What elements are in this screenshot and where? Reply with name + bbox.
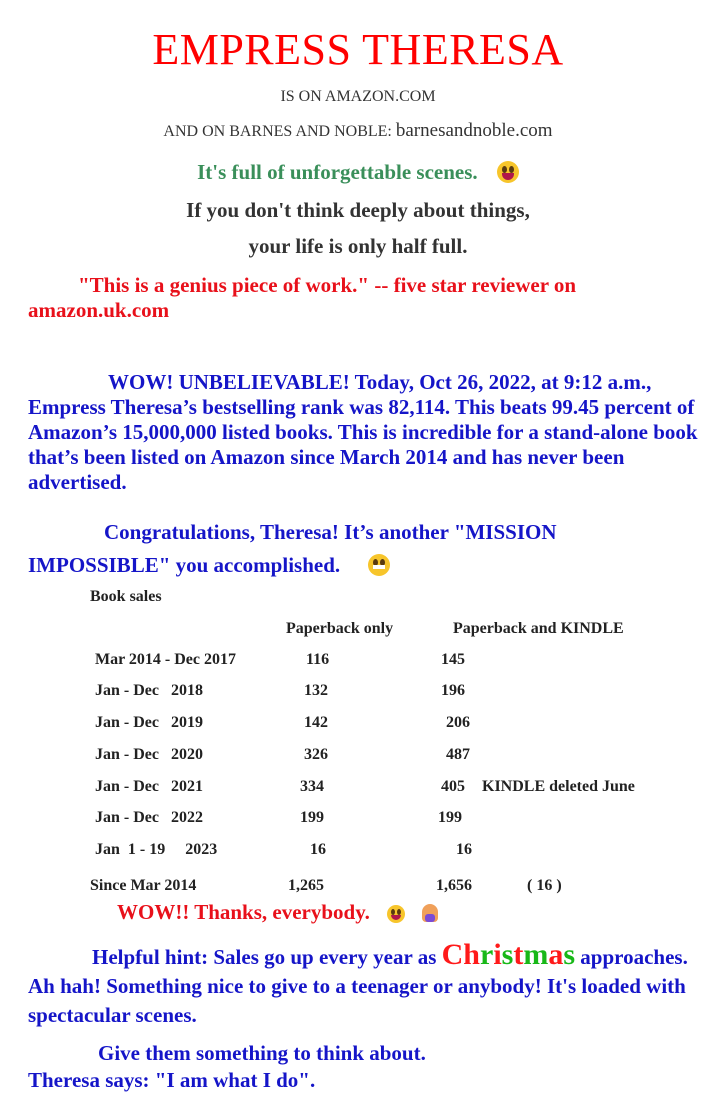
congratulations-line-2-text: IMPOSSIBLE" you accomplished. [28, 553, 341, 577]
tagline-half: your life is only half full. [248, 234, 468, 258]
congratulations-line-2 [28, 549, 708, 582]
row-period: Jan - Dec 2022 [95, 809, 203, 826]
row-paperback: 142 [304, 714, 328, 731]
review-quote [28, 273, 708, 323]
tagline-scenes [0, 160, 716, 185]
col-header-paperback: Paperback only [286, 620, 394, 637]
row-both: 16 [456, 841, 472, 858]
row-period: Jan - Dec 2020 [95, 746, 203, 763]
row-paperback: 334 [300, 778, 324, 795]
rank-announcement [28, 370, 708, 495]
congratulations-line-1 [28, 516, 708, 549]
row-both: 487 [446, 746, 470, 763]
row-period: Mar 2014 - Dec 2017 [95, 651, 236, 668]
row-period: Jan - Dec 2018 [95, 682, 203, 699]
row-paperback: 199 [300, 809, 324, 826]
total-extra: ( 16 ) [527, 877, 562, 894]
col-header-paperback-kindle: Paperback and KINDLE [453, 620, 624, 637]
total-both: 1,656 [436, 877, 472, 894]
row-paperback: 116 [306, 651, 330, 668]
row-note: KINDLE deleted June [482, 778, 635, 795]
thanks-line [117, 900, 438, 925]
christmas-word: Christmas [441, 938, 576, 971]
row-period: Jan - Dec 2019 [95, 714, 203, 731]
total-paperback: 1,265 [288, 877, 324, 894]
review-quote-text: "This is a genius piece of work." -- five star reviewer on amazon.uk.com [28, 273, 577, 322]
row-paperback: 326 [304, 746, 328, 763]
row-both: 196 [441, 682, 465, 699]
closing [28, 1040, 708, 1094]
amazon-line: IS ON AMAZON.COM [280, 88, 436, 105]
row-paperback: 132 [304, 682, 328, 699]
sales-heading: Book sales [90, 588, 162, 605]
hint-prefix: Helpful hint: Sales go up every year as [92, 945, 437, 969]
row-period: Jan 1 - 19 2023 [95, 841, 218, 858]
rank-announcement-text: WOW! UNBELIEVABLE! Today, Oct 26, 2022, at 9:12 a.m., Empress Theresa’s bestselling rank was 82,114. This beats 99.45 percent of Amazon’s 15,000,000 listed books. This is incredible for a stand-alone book that’s been listed on Amazon since March 2014 and has never been advertised. [28, 370, 698, 494]
barnes-noble-prefix: AND ON BARNES AND NOBLE: [163, 123, 392, 140]
grinning-face-icon [387, 905, 405, 923]
tagline-think: If you don't think deeply about things, [186, 198, 530, 222]
barnes-noble-line [0, 120, 716, 142]
page-title: EMPRESS THERESA [152, 25, 564, 74]
row-both: 206 [446, 714, 470, 731]
helpful-hint [28, 940, 708, 1030]
tagline-scenes-text: It's full of unforgettable scenes. [197, 160, 478, 184]
thanks-text: WOW!! Thanks, everybody. [117, 900, 370, 924]
row-both: 405 [441, 778, 465, 795]
grinning-face-icon [497, 161, 519, 183]
row-paperback: 16 [310, 841, 326, 858]
row-both: 199 [438, 809, 462, 826]
total-period: Since Mar 2014 [90, 877, 197, 894]
hint-suffix: approaches. Ah hah! Something nice to give to a teenager or anybody! It's loaded with spectacular scenes. [28, 945, 688, 1027]
beaming-face-icon [368, 554, 390, 576]
row-period: Jan - Dec 2021 [95, 778, 203, 795]
closing-line-2: Theresa says: "I am what I do". [28, 1068, 316, 1092]
closing-line-1-text: Give them something to think about. [98, 1041, 426, 1065]
congratulations-line-1-text: Congratulations, Theresa! It’s another "MISSION [104, 520, 557, 544]
row-both: 145 [441, 651, 465, 668]
barnes-noble-link[interactable]: barnesandnoble.com [395, 120, 553, 141]
raising-hand-icon [422, 904, 438, 922]
congratulations [28, 516, 708, 582]
closing-line-1 [28, 1040, 708, 1067]
